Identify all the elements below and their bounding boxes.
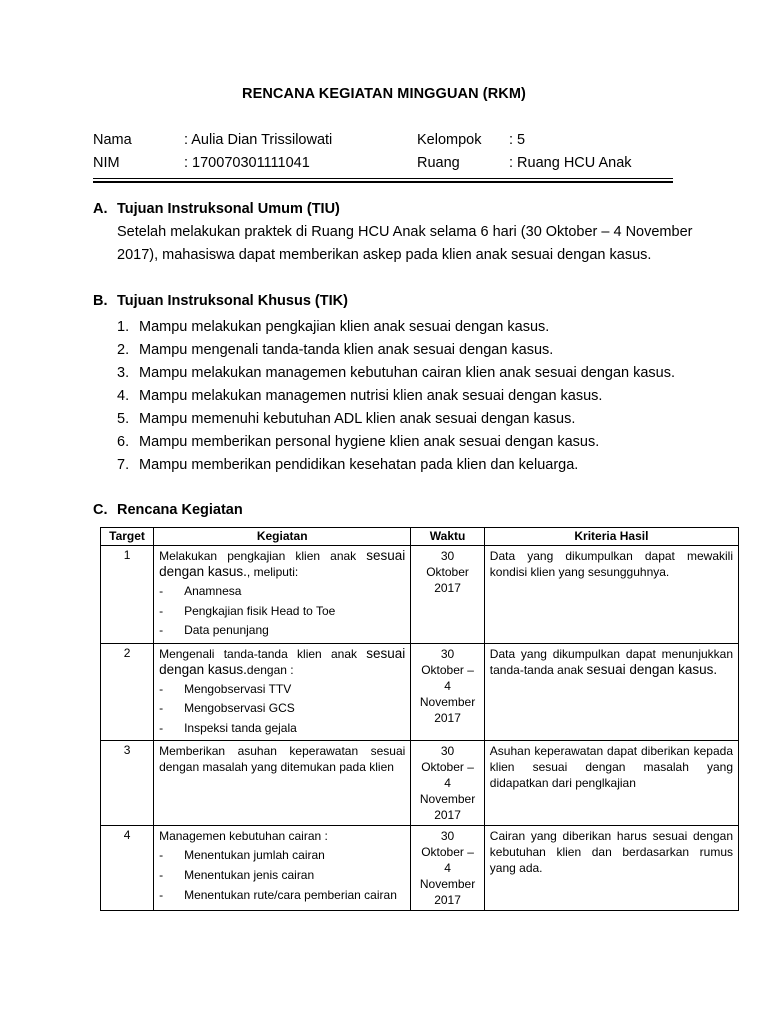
kriteria-text: Data yang dikumpulkan dapat menunjukkan tanda-tanda anak (489, 646, 733, 677)
waktu-line: 2017 (434, 710, 461, 725)
waktu-cell (411, 826, 484, 911)
tik-number: 7. (117, 457, 130, 473)
nim-label: NIM (93, 155, 120, 171)
list-item: - Mengobservasi GCS (159, 701, 295, 715)
tik-text: Mampu memenuhi kebutuhan ADL klien anak sesuai dengan kasus. (139, 411, 576, 427)
column-header-kriteria: Kriteria Hasil (484, 528, 738, 546)
target-cell: 1 (101, 546, 154, 644)
waktu-line: 2017 (434, 808, 461, 822)
section-b-letter: B. (93, 293, 108, 309)
tik-text: Mampu melakukan managemen nutrisi klien anak sesuai dengan kasus. (139, 388, 603, 404)
table-row (101, 546, 739, 644)
tik-list (117, 316, 675, 477)
kelompok-value: : 5 (509, 132, 526, 148)
list-item-text: Menentukan jenis cairan (184, 867, 315, 882)
waktu-cell (411, 741, 484, 826)
kriteria-emphasis: sesuai dengan kasus. (586, 661, 718, 677)
section-a-letter: A. (93, 201, 108, 217)
waktu-cell (411, 546, 484, 644)
kegiatan-subitems (159, 582, 405, 641)
document-title: RENCANA KEGIATAN MINGGUAN (RKM) (242, 86, 526, 102)
section-c-letter: C. (93, 502, 108, 518)
kriteria-text: Asuhan keperawatan dapat diberikan kepada klien sesuai dengan masalah yang didapatkan dari penglkajian (489, 744, 733, 790)
section-b-title: Tujuan Instruksonal Khusus (TIK) (117, 293, 348, 309)
list-item-text: Mengobservasi TTV (184, 681, 292, 696)
waktu-line: 30 (440, 744, 455, 758)
list-item-text: Mengobservasi GCS (184, 701, 295, 715)
list-item: - Menentukan jenis cairan (159, 867, 315, 882)
ruang-value: : Ruang HCU Anak (509, 155, 632, 171)
tik-number: 3. (117, 365, 130, 381)
waktu-line: November (419, 694, 476, 709)
kriteria-text: Data yang dikumpulkan dapat mewakili kondisi klien yang sesungguhnya. (489, 549, 733, 579)
list-item-text: Anamnesa (184, 584, 242, 598)
waktu-line: 4 (444, 776, 451, 790)
waktu-cell (411, 643, 484, 741)
list-item: - Mengobservasi TTV (159, 681, 292, 696)
waktu-line: November (419, 877, 476, 891)
tik-number: 5. (117, 411, 130, 427)
list-item-text: Data penunjang (184, 623, 269, 637)
tik-number: 4. (117, 388, 130, 404)
waktu-line: Oktober (426, 565, 469, 579)
section-a-heading (93, 201, 340, 217)
waktu-line: Oktober – (421, 845, 474, 859)
list-item-text: Menentukan jumlah cairan (184, 848, 325, 862)
target-cell: 4 (101, 826, 154, 911)
section-a-title: Tujuan Instruksonal Umum (TIU) (117, 201, 340, 217)
tik-text: Mampu memberikan personal hygiene klien anak sesuai dengan kasus. (139, 434, 600, 450)
list-item: - Data penunjang (159, 623, 269, 637)
column-header-waktu: Waktu (411, 528, 484, 546)
kegiatan-text: Managemen kebutuhan cairan : (159, 829, 328, 843)
list-item: - Menentukan rute/cara pemberian cairan (159, 888, 397, 902)
kegiatan-subitems (159, 680, 405, 739)
tik-text: Mampu melakukan pengkajian klien anak sesuai dengan kasus. (139, 319, 550, 335)
waktu-line: 2017 (434, 893, 461, 907)
tik-item (117, 408, 675, 431)
waktu-line: 30 (440, 829, 455, 843)
kriteria-cell (484, 546, 738, 644)
tik-number: 1. (117, 319, 130, 335)
list-item: - Menentukan jumlah cairan (159, 848, 325, 862)
section-a-line-2: 2017), mahasiswa dapat memberikan askep pada klien anak sesuai dengan kasus. (117, 247, 652, 263)
list-item: - Pengkajian fisik Head to Toe (159, 603, 336, 618)
nim-value: : 170070301111041 (184, 155, 310, 171)
section-a-line-1: Setelah melakukan praktek di Ruang HCU Anak selama 6 hari (30 Oktober – 4 November (117, 224, 693, 240)
waktu-line: 30 (440, 646, 455, 661)
table-header-row (101, 528, 739, 546)
kriteria-text: Cairan yang diberikan harus sesuai dengan kebutuhan klien dan berdasarkan rumus yang ada. (489, 829, 733, 875)
kelompok-label: Kelompok (417, 132, 482, 148)
tik-text: Mampu memberikan pendidikan kesehatan pada klien dan keluarga. (139, 457, 579, 473)
waktu-line: Oktober – (421, 662, 474, 677)
kegiatan-cell (154, 546, 411, 644)
column-header-kegiatan: Kegiatan (154, 528, 411, 546)
table-row (101, 643, 739, 741)
tik-item (117, 316, 675, 339)
kegiatan-subitems (159, 846, 405, 903)
column-header-target: Target (101, 528, 154, 546)
list-item: - Inspeksi tanda gejala (159, 720, 297, 735)
tik-number: 6. (117, 434, 130, 450)
kegiatan-cell (154, 826, 411, 911)
target-cell: 3 (101, 741, 154, 826)
list-item-text: Menentukan rute/cara pemberian cairan (184, 888, 397, 902)
list-item: - Anamnesa (159, 584, 242, 598)
section-c-title: Rencana Kegiatan (117, 502, 243, 518)
ruang-label: Ruang (417, 155, 460, 171)
tik-text: Mampu mengenali tanda-tanda klien anak sesuai dengan kasus. (139, 342, 554, 358)
kegiatan-part: Mengenali tanda-tanda klien anak (159, 646, 367, 661)
tik-number: 2. (117, 342, 130, 358)
kegiatan-emphasis: sesuai dengan kasus. (159, 548, 406, 579)
header-divider-thick (93, 181, 673, 183)
tik-item (117, 339, 675, 362)
kriteria-cell (484, 643, 738, 741)
kegiatan-text: Memberikan asuhan keperawatan sesuai dengan masalah yang ditemukan pada klien (159, 744, 406, 774)
nama-label: Nama (93, 132, 132, 148)
kegiatan-part: , meliputi: (246, 565, 299, 579)
tik-item (117, 385, 675, 408)
kegiatan-cell (154, 741, 411, 826)
waktu-line: 4 (444, 678, 451, 693)
kegiatan-part: dengan : (246, 662, 294, 677)
kegiatan-part: Melakukan pengkajian klien anak (159, 549, 367, 563)
waktu-line: 2017 (434, 581, 461, 595)
table-row (101, 826, 739, 911)
kegiatan-text (159, 646, 405, 678)
list-item-text: Inspeksi tanda gejala (184, 720, 297, 735)
kriteria-cell (484, 741, 738, 826)
kegiatan-emphasis: sesuai dengan kasus. (159, 645, 406, 677)
kegiatan-cell (154, 643, 411, 741)
activity-plan-table (100, 527, 739, 911)
kegiatan-text (159, 548, 405, 580)
section-b-heading (93, 293, 348, 309)
kriteria-cell (484, 826, 738, 911)
waktu-line: 4 (444, 861, 451, 875)
tik-text: Mampu melakukan managemen kebutuhan cairan klien anak sesuai dengan kasus. (139, 365, 676, 381)
nama-value: : Aulia Dian Trissilowati (184, 132, 333, 148)
header-divider-thin (93, 178, 673, 179)
list-item-text: Pengkajian fisik Head to Toe (184, 603, 336, 618)
table-row (101, 741, 739, 826)
tik-item (117, 362, 675, 385)
waktu-line: Oktober – (421, 760, 474, 774)
waktu-line: November (419, 792, 476, 806)
tik-item (117, 431, 675, 454)
section-c-heading (93, 502, 243, 518)
tik-item (117, 454, 675, 477)
waktu-line: 30 (440, 549, 455, 563)
target-cell: 2 (101, 643, 154, 741)
